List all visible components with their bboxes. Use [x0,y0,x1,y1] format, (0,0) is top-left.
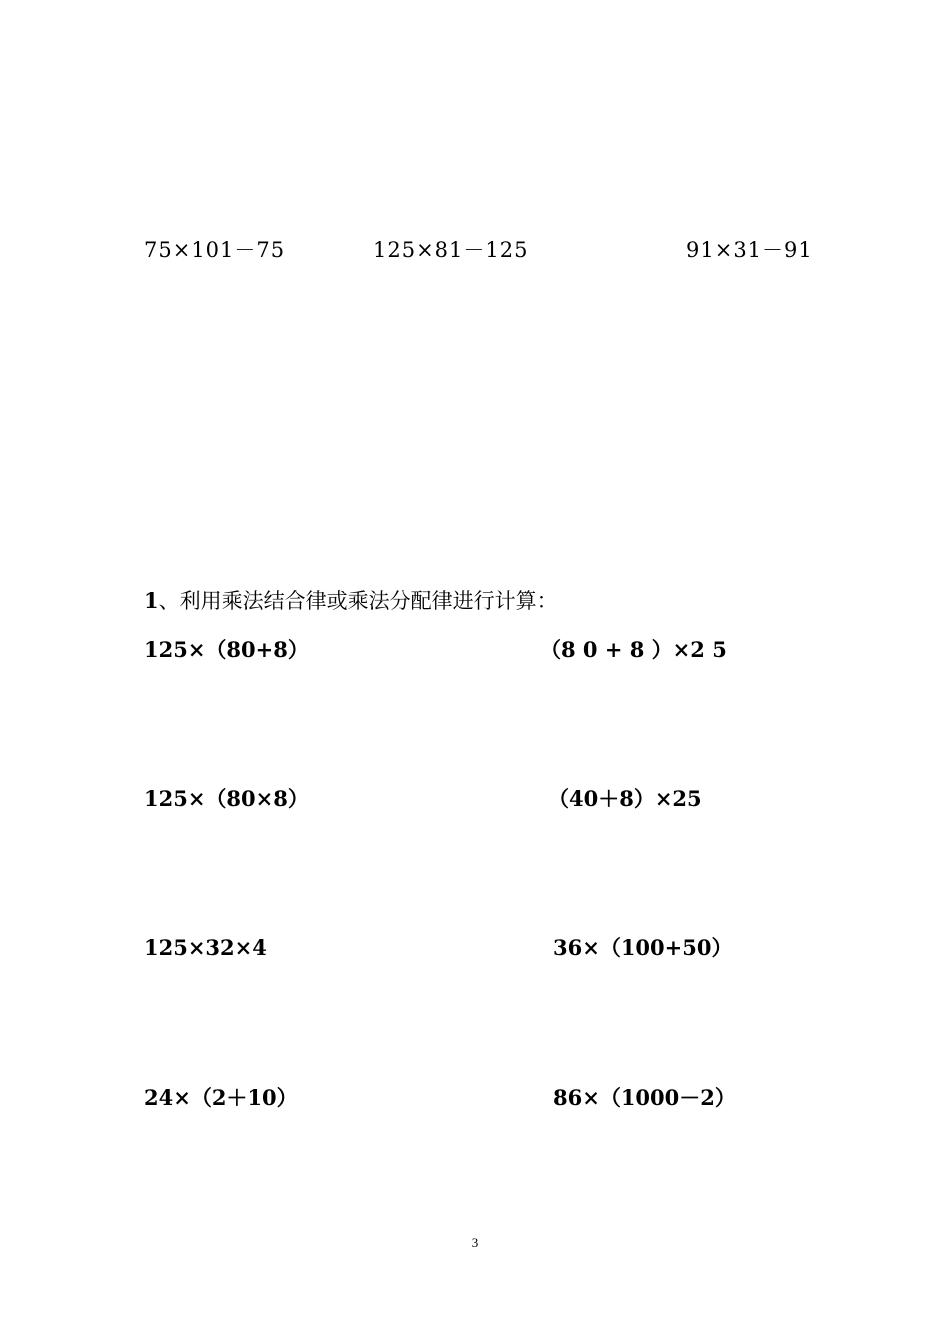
section-title: 、利用乘法结合律或乘法分配律进行计算： [158,589,558,613]
problem-4-left: 24×（2＋10） [144,1085,298,1110]
problem-4-right: 86×（1000－2） [553,1085,736,1110]
problem-2-right: （40＋8）×25 [548,786,702,811]
problem-3-right: 36×（100+50） [553,935,733,960]
problem-1-left: 125×（80+8） [144,637,309,662]
section-heading [144,590,558,612]
problem-125x81-125: 125×81－125 [373,238,529,262]
problem-1-right: （8 0 + 8 ）×2 5 [540,637,727,662]
problem-3-left: 125×32×4 [144,935,267,960]
problem-75x101-75: 75×101－75 [144,238,286,262]
problem-91x31-91: 91×31－91 [686,238,813,262]
section-number: 1 [144,588,159,613]
problem-2-left: 125×（80×8） [144,786,309,811]
page-number: 3 [471,1235,479,1250]
